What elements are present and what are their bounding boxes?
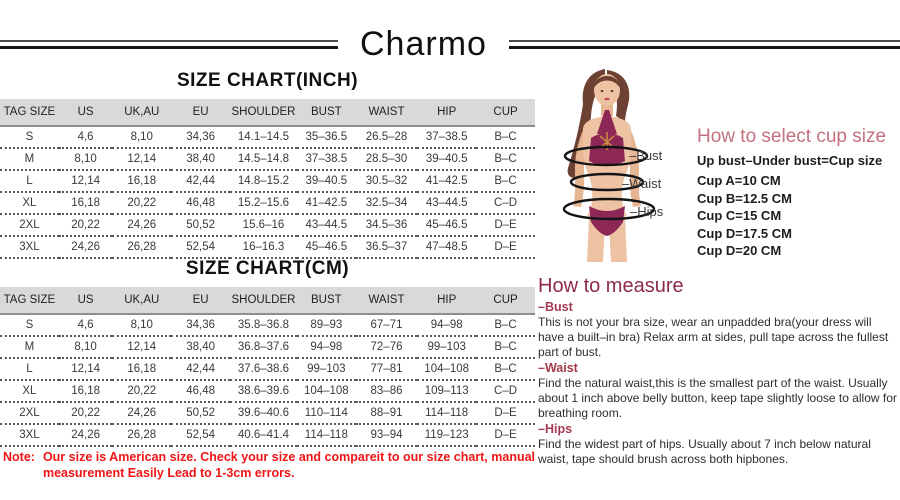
- size-value-cell: 20,22: [112, 192, 171, 214]
- size-value-cell: 47–48.5: [417, 236, 476, 258]
- cup-size-line: Cup B=12.5 CM: [697, 190, 792, 206]
- decorative-line-left: [0, 40, 338, 49]
- measure-part-label: –Hips: [538, 422, 573, 436]
- size-value-cell: 8,10: [59, 336, 113, 358]
- table-row: [0, 126, 535, 148]
- size-value-cell: B–C: [476, 336, 535, 358]
- tag-size-cell: XL: [0, 192, 59, 214]
- size-value-cell: 119–123: [417, 424, 476, 446]
- size-value-cell: 34,36: [171, 126, 230, 148]
- table-row: [0, 192, 535, 214]
- size-value-cell: 4,6: [59, 126, 113, 148]
- cm-table: [0, 287, 535, 447]
- size-value-cell: 46,48: [171, 380, 230, 402]
- size-value-cell: 52,54: [171, 236, 230, 258]
- size-chart-inch-section: [0, 70, 535, 259]
- tag-size-cell: M: [0, 336, 59, 358]
- brand-logo: Charmo: [360, 24, 487, 63]
- inch-table-head: [0, 99, 535, 126]
- size-value-cell: 46,48: [171, 192, 230, 214]
- size-value-cell: 42,44: [171, 358, 230, 380]
- table-row: [0, 380, 535, 402]
- size-value-cell: 40.6–41.4: [230, 424, 297, 446]
- size-value-cell: D–E: [476, 214, 535, 236]
- inch-table-body: [0, 126, 535, 258]
- measure-part-text: Find the widest part of hips. Usually about 7 inch below natural waist, tape should brush across both hipbones.: [538, 437, 871, 466]
- inch-table: [0, 99, 535, 259]
- cup-size-formula: Up bust–Under bust=Cup size: [697, 153, 883, 168]
- size-value-cell: 99–103: [417, 336, 476, 358]
- size-value-cell: 37.6–38.6: [230, 358, 297, 380]
- column-header: US: [59, 99, 113, 126]
- table-row: [0, 358, 535, 380]
- size-value-cell: 94–98: [297, 336, 356, 358]
- size-value-cell: 12,14: [59, 170, 113, 192]
- size-value-cell: 4,6: [59, 314, 113, 336]
- size-value-cell: 12,14: [112, 336, 171, 358]
- tag-size-cell: 2XL: [0, 214, 59, 236]
- cup-size-line: Cup A=10 CM: [697, 173, 781, 188]
- how-to-measure-body: [538, 300, 899, 467]
- size-value-cell: B–C: [476, 170, 535, 192]
- how-to-measure-title: How to measure: [538, 275, 684, 297]
- size-value-cell: 93–94: [356, 424, 418, 446]
- size-value-cell: D–E: [476, 236, 535, 258]
- size-value-cell: 16,18: [112, 358, 171, 380]
- column-header: TAG SIZE: [0, 99, 59, 126]
- size-value-cell: 88–91: [356, 402, 418, 424]
- table-row: [0, 402, 535, 424]
- size-value-cell: 94–98: [417, 314, 476, 336]
- measure-part-label: –Bust: [538, 300, 573, 314]
- size-value-cell: 35.8–36.8: [230, 314, 297, 336]
- size-value-cell: D–E: [476, 402, 535, 424]
- header-row: [0, 99, 535, 126]
- size-value-cell: 38,40: [171, 148, 230, 170]
- column-header: US: [59, 287, 113, 314]
- size-value-cell: 26.5–28: [356, 126, 418, 148]
- column-header: TAG SIZE: [0, 287, 59, 314]
- size-value-cell: 8,10: [59, 148, 113, 170]
- size-value-cell: 36.5–37: [356, 236, 418, 258]
- model-figure: [545, 64, 697, 262]
- size-value-cell: 14.5–14.8: [230, 148, 297, 170]
- size-value-cell: 104–108: [297, 380, 356, 402]
- size-value-cell: 37–38.5: [297, 148, 356, 170]
- size-value-cell: 41–42.5: [417, 170, 476, 192]
- tag-size-cell: 3XL: [0, 424, 59, 446]
- cup-size-line: Cup D=17.5 CM: [697, 225, 792, 241]
- size-value-cell: 89–93: [297, 314, 356, 336]
- size-value-cell: B–C: [476, 358, 535, 380]
- tag-size-cell: S: [0, 126, 59, 148]
- size-value-cell: 67–71: [356, 314, 418, 336]
- table-row: [0, 424, 535, 446]
- size-value-cell: B–C: [476, 126, 535, 148]
- cup-size-title: How to select cup size: [697, 126, 887, 147]
- size-value-cell: 15.2–15.6: [230, 192, 297, 214]
- cup-size-list: [697, 172, 899, 260]
- column-header: CUP: [476, 287, 535, 314]
- size-value-cell: 45–46.5: [297, 236, 356, 258]
- size-value-cell: 8,10: [112, 314, 171, 336]
- table-row: [0, 170, 535, 192]
- size-note: [3, 449, 535, 482]
- column-header: WAIST: [356, 287, 418, 314]
- size-value-cell: 35–36.5: [297, 126, 356, 148]
- column-header: BUST: [297, 99, 356, 126]
- size-value-cell: 43–44.5: [297, 214, 356, 236]
- bust-ring-label: –Bust: [629, 148, 663, 163]
- size-value-cell: 45–46.5: [417, 214, 476, 236]
- size-value-cell: 30.5–32: [356, 170, 418, 192]
- size-value-cell: 83–86: [356, 380, 418, 402]
- column-header: SHOULDER: [230, 287, 297, 314]
- cm-table-body: [0, 314, 535, 446]
- decorative-line-right: [509, 40, 900, 49]
- size-value-cell: 109–113: [417, 380, 476, 402]
- size-value-cell: 26,28: [112, 236, 171, 258]
- brand-header: [0, 22, 900, 66]
- size-value-cell: 43–44.5: [417, 192, 476, 214]
- size-value-cell: 37–38.5: [417, 126, 476, 148]
- size-value-cell: 34.5–36: [356, 214, 418, 236]
- right-eye: [611, 90, 614, 92]
- size-value-cell: 20,22: [112, 380, 171, 402]
- size-chart-cm-section: [0, 258, 535, 447]
- size-value-cell: 32.5–34: [356, 192, 418, 214]
- size-value-cell: D–E: [476, 424, 535, 446]
- column-header: CUP: [476, 99, 535, 126]
- size-value-cell: 42,44: [171, 170, 230, 192]
- tag-size-cell: 3XL: [0, 236, 59, 258]
- size-value-cell: 24,26: [112, 402, 171, 424]
- size-value-cell: 24,26: [59, 424, 113, 446]
- table-row: [0, 148, 535, 170]
- column-header: HIP: [417, 287, 476, 314]
- size-value-cell: 20,22: [59, 214, 113, 236]
- lips: [604, 98, 609, 100]
- tag-size-cell: M: [0, 148, 59, 170]
- size-value-cell: 20,22: [59, 402, 113, 424]
- size-value-cell: 52,54: [171, 424, 230, 446]
- size-value-cell: 41–42.5: [297, 192, 356, 214]
- column-header: UK,AU: [112, 287, 171, 314]
- size-value-cell: 39.6–40.6: [230, 402, 297, 424]
- column-header: EU: [171, 287, 230, 314]
- size-value-cell: B–C: [476, 314, 535, 336]
- note-text: Our size is American size. Check your size and compareit to our size chart, manual measurement Easily Lead to 1-3cm errors.: [42, 450, 536, 481]
- column-header: SHOULDER: [230, 99, 297, 126]
- header-row: [0, 287, 535, 314]
- size-value-cell: 39–40.5: [417, 148, 476, 170]
- size-value-cell: C–D: [476, 380, 535, 402]
- size-value-cell: 77–81: [356, 358, 418, 380]
- size-value-cell: 99–103: [297, 358, 356, 380]
- measure-part-label: –Waist: [538, 361, 578, 375]
- size-value-cell: 8,10: [112, 126, 171, 148]
- size-value-cell: 24,26: [112, 214, 171, 236]
- tag-size-cell: L: [0, 358, 59, 380]
- size-value-cell: 34,36: [171, 314, 230, 336]
- size-value-cell: 16,18: [59, 380, 113, 402]
- left-eye: [601, 90, 604, 92]
- size-chart-inch-title: SIZE CHART(INCH): [176, 70, 359, 91]
- measure-part-text: Find the natural waist,this is the smallest part of the waist. Usually about 1 inch above belly button, keep tape slightly loose to allow for breathing room.: [538, 376, 897, 420]
- cup-size-section: [697, 126, 899, 260]
- size-value-cell: 38,40: [171, 336, 230, 358]
- size-value-cell: B–C: [476, 148, 535, 170]
- size-value-cell: 50,52: [171, 402, 230, 424]
- size-value-cell: 14.1–14.5: [230, 126, 297, 148]
- tag-size-cell: XL: [0, 380, 59, 402]
- column-header: UK,AU: [112, 99, 171, 126]
- how-to-measure-section: [538, 275, 899, 467]
- size-value-cell: 36.8–37.6: [230, 336, 297, 358]
- size-value-cell: 50,52: [171, 214, 230, 236]
- size-value-cell: 14.8–15.2: [230, 170, 297, 192]
- table-row: [0, 336, 535, 358]
- size-value-cell: 12,14: [59, 358, 113, 380]
- size-value-cell: C–D: [476, 192, 535, 214]
- measure-part-text: This is not your bra size, wear an unpadded bra(your dress will have a built–in bra) Relax arm at sides, pull tape across the fullest part of bust.: [538, 315, 889, 359]
- column-header: WAIST: [356, 99, 418, 126]
- column-header: BUST: [297, 287, 356, 314]
- size-value-cell: 16,18: [112, 170, 171, 192]
- size-value-cell: 12,14: [112, 148, 171, 170]
- size-value-cell: 104–108: [417, 358, 476, 380]
- column-header: HIP: [417, 99, 476, 126]
- tag-size-cell: 2XL: [0, 402, 59, 424]
- size-value-cell: 38.6–39.6: [230, 380, 297, 402]
- hips-ring-label: –Hips: [630, 204, 664, 219]
- tag-size-cell: L: [0, 170, 59, 192]
- size-value-cell: 39–40.5: [297, 170, 356, 192]
- cup-size-line: Cup C=15 CM: [697, 208, 782, 223]
- size-value-cell: 28.5–30: [356, 148, 418, 170]
- size-value-cell: 16,18: [59, 192, 113, 214]
- size-value-cell: 26,28: [112, 424, 171, 446]
- size-value-cell: 24,26: [59, 236, 113, 258]
- size-value-cell: 16–16.3: [230, 236, 297, 258]
- table-row: [0, 314, 535, 336]
- size-value-cell: 72–76: [356, 336, 418, 358]
- note-label: Note:: [3, 450, 35, 464]
- tag-size-cell: S: [0, 314, 59, 336]
- cm-table-head: [0, 287, 535, 314]
- model-illustration: [545, 64, 697, 262]
- size-chart-cm-title: SIZE CHART(CM): [185, 258, 350, 279]
- size-value-cell: 114–118: [417, 402, 476, 424]
- table-row: [0, 236, 535, 258]
- cup-size-line: Cup D=20 CM: [697, 243, 782, 258]
- size-value-cell: 110–114: [297, 402, 356, 424]
- size-value-cell: 15.6–16: [230, 214, 297, 236]
- table-row: [0, 214, 535, 236]
- waist-ring-label: –Waist: [622, 176, 662, 191]
- size-value-cell: 114–118: [297, 424, 356, 446]
- column-header: EU: [171, 99, 230, 126]
